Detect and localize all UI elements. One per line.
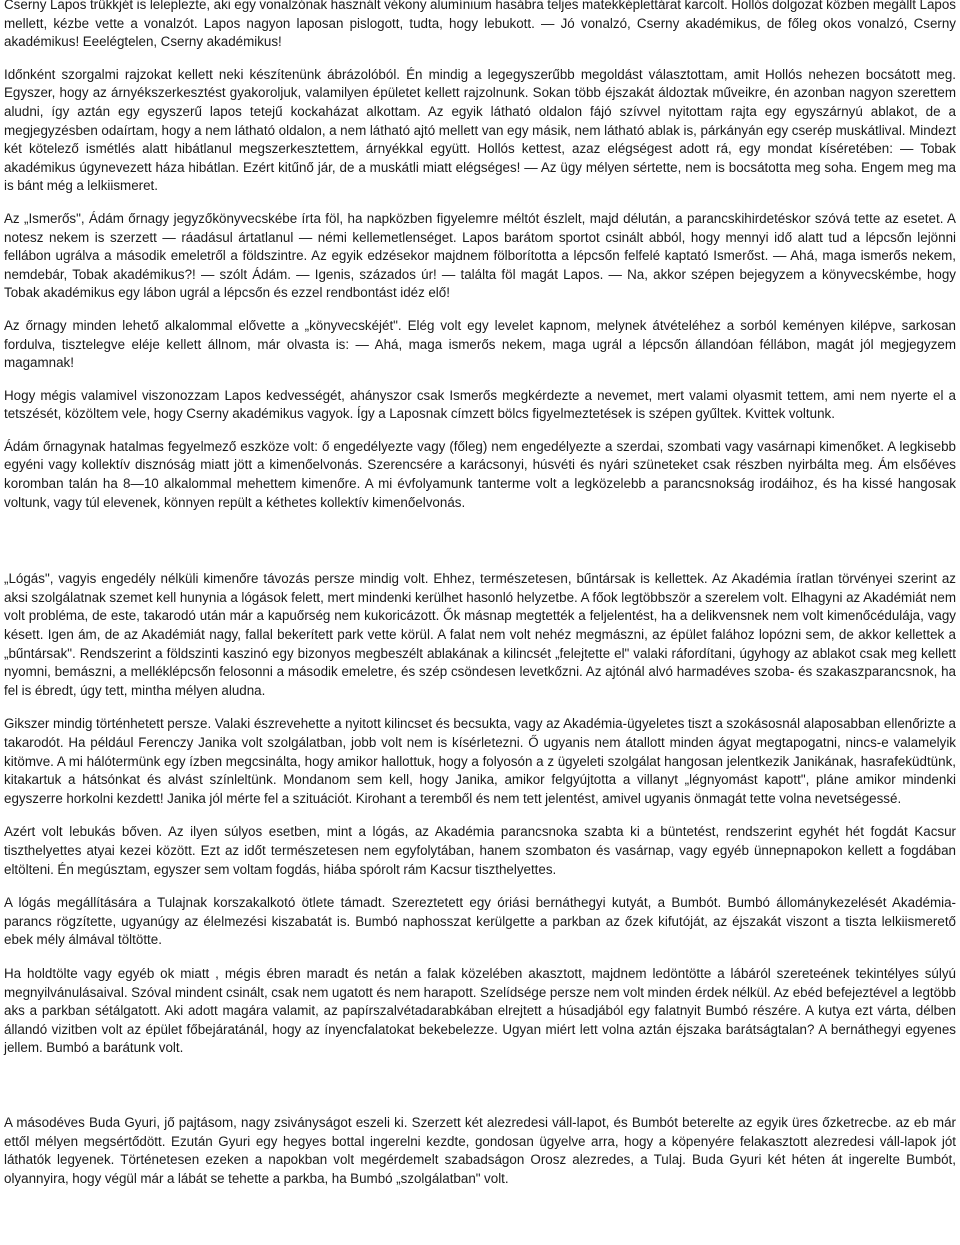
- paragraph-spacer: [4, 700, 956, 715]
- paragraph-spacer: [4, 808, 956, 823]
- paragraph-lebukas: Azért volt lebukás bőven. Az ilyen súlyos esetben, mint a lógás, az Akadémia parancsnoka szabta ki a büntetést, rendszerint egyhét hét fogdát Kacsur tiszthelyettes atyai kezei között. Ezt az időt természetesen nem egyfolytában, hanem szombaton és vasárnap, vagy egyéb ünnepnapokon kellett a fogdában eltölteni. Én megúsztam, egyszer sem voltam fogdás, hiába spórolt rám Kacsur tiszthelyettes.: [4, 824, 956, 877]
- paragraph-gikszer: Gikszer mindig történhetett persze. Valaki észrevehette a nyitott kilincset és becsukta, vagy az Akadémia-ügyeletes tiszt a szokásosnál alaposabban ellenőrizte a takarodót. Ha például Ferenczy Janika volt szolgálatban, jobb volt nem is kísérletezni. Ő ugyanis nem átallott minden ágyat megtapogatni, nincs-e valamelyik kitömve. A mi hálótermünk egy ízben megcsinálta, hogy amikor hallottuk, hogy a folyosón a z ügyeleti szolgálat hangosan jelentkezik Janikának, hasrafeküdtünk, kitakartuk a hátsónkat és alvást színleltünk. Mondanom sem kell, hogy Janika, amikor felgyújtotta a villanyt „légnyomást kapott", pláne amikor mindenki egyszerre horkolni kezdett! Janika jól mérte fel a szituációt. Kirohant a teremből és nem tett jelentést, amivel ugyanis önmagát tette volna nevetségessé.: [4, 716, 956, 806]
- paragraph-kimenok: Ádám őrnagynak hatalmas fegyelmező eszköze volt: ő engedélyezte vagy (főleg) nem engedélyezte a szerdai, szombati vagy vasárnapi kimenőket. A legkisebb egyéni vagy kollektív disznóság miatt jött a kimenőelvonás. Szerencsére a karácsonyi, húsvéti és nyári szüneteket csak részben nyirbálta meg. Ám elsőéves koromban talán ha 8—10 alkalommal mehettem kimenőre. A mi évfolyamunk tanterme volt a legközelebb a parancsnokság irodáihoz, és ha kissé hangosak voltunk, vagy túl elevenek, könnyen repült a kéthetes kollektív kimenőelvonás.: [4, 438, 956, 510]
- paragraph-bumbo: A lógás megállítására a Tulajnak korszakalkotó ötlete támadt. Szereztetett egy óriási bernáthegyi kutyát, a Bumbót. Bumbó állománykezelését Akadémia-parancs rögzítette, ugyanúgy az élelmezési kiszabatát is. Bumbó naphosszat kerülgette a parkban az őzek kifutóját, az éjszakát viszont a tiszta lelkiismerető ebek mély álmával töltötte.: [4, 895, 956, 948]
- document-page: [4, 0, 956, 1188]
- paragraph-spacer: [4, 52, 956, 66]
- paragraph-spacer: [4, 950, 956, 965]
- paragraph-holdtolte: Ha holdtölte vagy egyéb ok miatt , mégis ébren maradt és netán a falak közelében akasztott, majdnem ledöntötte a lábáról szereteének tekintélyes súlyú megnyilvánulásaival. Szóval mindent csinált, csak nem ugatott és nem harapott. Szelídsége persze nem volt minden érdek nélkül. Az ebéd befejeztével a legtöbb aks a parkban sétálgatott. Aki adott magára valamit, az papírszalvétadarabkában elrejtett a húsadjából egy falatnyit Bumbó részére. A kutya ezt várta, délben állandó vizitben volt az épület főbejáratánál, hogy az ínyencfalatokat bekebelezze. Ugyan miért lett volna aztán éjszaka barátságtalan? A bernáthegyi egyenes jellem. Bumbó a barátunk volt.: [4, 965, 956, 1056]
- paragraph-logas: „Lógás", vagyis engedély nélküli kimenőre távozás persze mindig volt. Ehhez, természetesen, bűntársak is kellettek. Az Akadémia íratlan törvényei szerint az aksi szolgálatnak szemet kell hunynia a lógások felett, mert mindenki kerülhet hasonló helyzetbe. A főok legtöbbször a szerelem volt. Elhagyni az Akadémiát nem volt probléma, de este, takarodó után már a kapuőrség nem kukoricázott. Ők másnap megtették a feljelentést, ha a delikvensnek nem volt kimenőcédulája, vagy késett. Igen ám, de az Akadémiát nagy, fallal bekerített park vette körül. A falat nem volt nehéz megmászni, az épület falához lopózni sem, de akkor kellettek a „bűntársak". Rendszerint a földszinti kaszinó egy bizonyos megbeszélt ablakának a kilincsét „felejtette el" valaki ráfordítani, úgyhogy az ablakot csak meg kellett nyomni, bemászni, a melléklépcsőn felosonni a második emeletre, és szép csöndesen levetkőzni. Az ajtónál alvó harmadéves szoba- és szakaszparancsnok, ha fel is ébredt, úgy tett, mintha mélyen aludna.: [4, 571, 956, 698]
- paragraph-szorgalmi-rajzok: Időnként szorgalmi rajzokat kellett neki készítenünk ábrázolóból. Én mindig a legegyszerűbb megoldást választottam, amit Hollós nehezen bocsátott meg. Egyszer, hogy az árnyékszerkesztést gyakoroljuk, valamilyen épületet kellett rajzolnunk. Sokan több éjszakát áldoztak műveikre, én azonban nagyon szerettem aludni, így aztán egy egyszerű lapos tetejű kockaházat alkottam. Az egyik látható oldalon fájó szívvel nyitottam rajta egy egyszárnyú ablakot, de a megjegyzésben odaírtam, hogy a nem látható oldalon, a nem látható ajtó mellett van egy másik, nem látható ablak is, párkányán egy cserép muskátlival. Mindezt két kötelező ismétlés alatt hibátlanul megszerkesztettem, árnyékkal együtt. Hollós kettest, azaz elégségest adott rá, egy mondat kíséretében: — Tobak akadémikus úgynevezett háza hibátlan. Ezért kitűnő jár, de a muskátli miatt elégséges! — Az ügy mélyen sértette, nem is bocsátotta meg soha. Engem meg ma is bánt még a lelkiismeret.: [4, 66, 956, 194]
- paragraph-konyvecske: Az őrnagy minden lehető alkalommal elővette a „könyvecskéjét". Elég volt egy levelet kapnom, melynek átvételéhez a sorból keményen kilépve, sarkosan fordulva, tisztelegve eléje kellett állnom, már olvasta is: — Ahá, maga ismerős nekem, maga ugrál a lépcsőn állandóan féllábon, magát jól megjegyzem magamnak!: [4, 317, 956, 371]
- paragraph-spacer: [4, 879, 956, 894]
- paragraph-ismeros: Az „Ismerős", Ádám őrnagy jegyzőkönyvecskébe írta föl, ha napközben figyelemre méltót észlelt, majd délután, a parancskihirdetéskor szóvá tette az esetet. A notesz nekem is szerzett — ráadásul ártatlanul — némi kellemetlenséget. Lapos barátom sportot csinált abból, hogy mennyi idő alatt tud a lépcsőn lejönni fellábon ugrálva a második emeletről a földszintre. Az egyik edzésekor majdnem fölborította a lépcsőn felfelé kaptató Ismerőst. — Ahá, maga ismerős nekem, nemdebár, Tobak akadémikus?! — szólt Ádám. — Igenis, százados úr! — találta föl magát Lapos. — Na, akkor szépen bejegyzem a könyvecskémbe, hogy Tobak akadémikus egy lábon ugrál a lépcsőn és ezzel rendbontást idéz elő!: [4, 210, 956, 301]
- paragraph-spacer: [4, 424, 956, 438]
- paragraph-vonalzo: Cserny Lapos trükkjét is leleplezte, aki egy vonalzónak használt vékony alumínium hasábra teljes matekképlettárat karcolt. Hollós dolgozat közben megállt Lapos mellett, kézbe vette a vonalzót. Lapos nagyon laposan pislogott, tudta, hogy lebukott. — Jó vonalzó, Cserny akadémikus, de főleg okos vonalzó, Cserny akadémikus! Eeelégtelen, Cserny akadémikus!: [4, 0, 956, 50]
- section-spacer: [4, 512, 956, 570]
- paragraph-buda-gyuri: A másodéves Buda Gyuri, jő pajtásom, nagy zsiványságot eszeli ki. Szerzett két alezredesi váll-lapot, és Bumbót beterelte az egyik üres őzketrecbe. az eb már ettől mélyen megsértődött. Ezután Gyuri egy hegyes bottal ingerelni kezdte, gondosan ügyelve arra, hogy a köpenyére felakasztott alezredesi váll-lapok jót láthatók legyenek. Történetesen ezeken a napokban volt megérdemelt szabadságon Orosz alezredes, a Tulaj. Buda Gyuri két héten át ingerelte Bumbót, olyannyira, hogy végül már a lábát se tehette a parkba, ha Bumbó „szolgálatban" volt.: [4, 1114, 956, 1186]
- section-spacer: [4, 1058, 956, 1114]
- paragraph-spacer: [4, 303, 956, 317]
- paragraph-spacer: [4, 373, 956, 387]
- paragraph-spacer: [4, 196, 956, 210]
- paragraph-kvittek: Hogy mégis valamivel viszonozzam Lapos kedvességét, ahányszor csak Ismerős megkérdezte a nevemet, mert valami olyasmit tettem, ami nem nyerte el a tetszését, közöltem vele, hogy Cserny akadémikus vagyok. Így a Laposnak címzett bölcs figyelmeztetések is szépen gyűltek. Kvittek voltunk.: [4, 387, 956, 422]
